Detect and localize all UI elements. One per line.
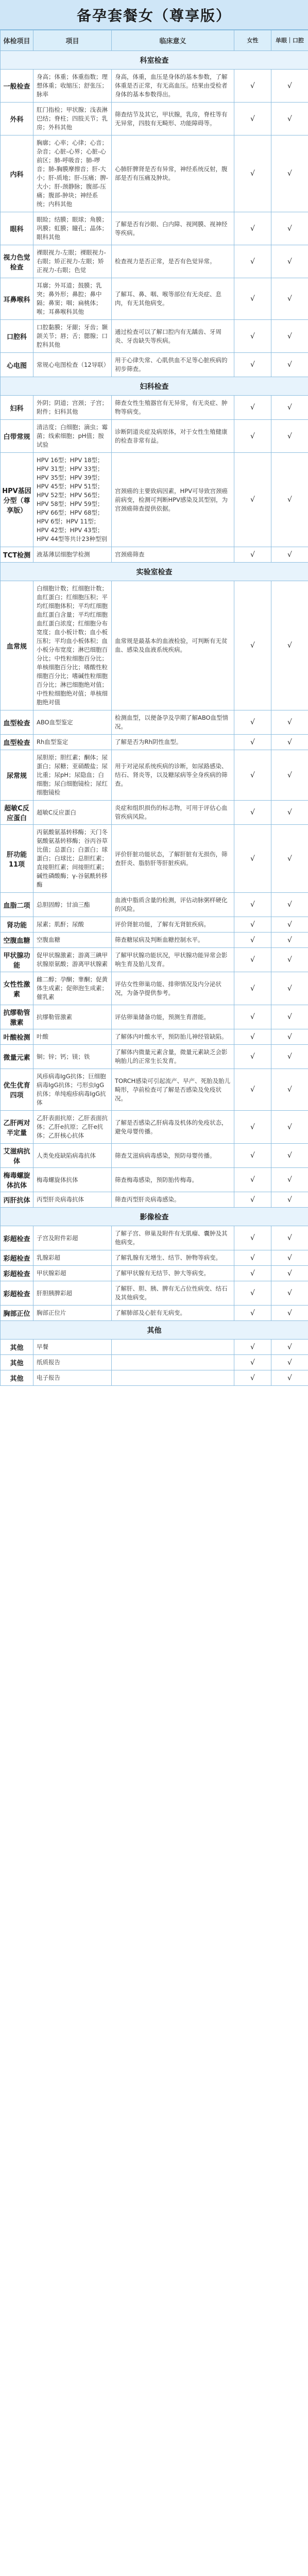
row-meaning: 了解甲状腺有无结节、肿大等病变。: [112, 1266, 234, 1281]
table-row: [1, 917, 308, 933]
row-items: 梅毒螺旋体抗体: [33, 1168, 112, 1192]
female-check: √: [234, 245, 271, 278]
female-check: √: [234, 278, 271, 320]
table-row: [1, 1192, 308, 1208]
row-items: 丙氨酸氨基转移酶；天门冬氨酸氨基转移酶；谷丙谷草比值；总蛋白；白蛋白；球蛋白；白球比；总胆红素；直接胆红素；间接胆红素；碱性磷酸酶；γ-谷氨酰转移酶: [33, 825, 112, 893]
row-category: 口腔科: [1, 320, 33, 353]
select-check: √: [271, 245, 308, 278]
select-check: √: [271, 70, 308, 103]
row-items: 子宫及附件彩超: [33, 1226, 112, 1250]
female-check: √: [234, 1266, 271, 1281]
row-category: 彩超检查: [1, 1250, 33, 1266]
female-check: √: [234, 933, 271, 948]
select-check: √: [271, 1144, 308, 1168]
table-row: [1, 135, 308, 212]
row-category: 乙肝两对半定量: [1, 1111, 33, 1144]
row-items: Rh血型鉴定: [33, 735, 112, 750]
row-items: 尿素；肌酐；尿酸: [33, 917, 112, 933]
select-check: √: [271, 1250, 308, 1266]
table-row: [1, 1266, 308, 1281]
row-meaning: 了解肝、胆、胰、脾有无占位性病变、结石及其他病变。: [112, 1281, 234, 1306]
select-check: √: [271, 710, 308, 735]
row-meaning: 评估女性卵巢功能、排卵情况及内分泌状况，为备孕提供参考。: [112, 972, 234, 1005]
row-meaning: 评估卵巢储备功能，预测生育潜能。: [112, 1005, 234, 1029]
row-meaning: TORCH感染可引起流产、早产、死胎及胎儿畸形，孕前检查可了解是否感染及免疫状况。: [112, 1069, 234, 1111]
row-meaning: 检查视力是否正常，是否有色觉异常。: [112, 245, 234, 278]
row-category: 尿常规: [1, 750, 33, 801]
select-check: √: [271, 1069, 308, 1111]
section-title: 妇科检查: [1, 377, 308, 396]
page-bottom-space: [0, 2531, 308, 2576]
female-check: √: [234, 320, 271, 353]
row-category: 叶酸检测: [1, 1029, 33, 1045]
table-row: [1, 103, 308, 135]
row-category: 超敏C反应蛋白: [1, 801, 33, 825]
female-check: √: [234, 212, 271, 245]
row-items: 耳廓；外耳道；鼓膜；乳突；鼻外形；鼻腔；鼻中隔；鼻窦；咽；扁桃体；喉；耳鼻喉科其他: [33, 278, 112, 320]
table-row: [1, 1144, 308, 1168]
row-category: 外科: [1, 103, 33, 135]
row-category: 血常规: [1, 581, 33, 710]
select-check: √: [271, 1192, 308, 1208]
table-row: [1, 1355, 308, 1370]
row-category: 血型检查: [1, 710, 33, 735]
section-header-row: [1, 563, 308, 581]
female-check: √: [234, 1168, 271, 1192]
section-title: 其他: [1, 1321, 308, 1340]
table-row: [1, 1281, 308, 1306]
select-check: √: [271, 750, 308, 801]
select-check: √: [271, 547, 308, 563]
row-items: 丙型肝炎病毒抗体: [33, 1192, 112, 1208]
row-category: 耳鼻喉科: [1, 278, 33, 320]
select-check: √: [271, 825, 308, 893]
row-items: 风疹病毒IgG抗体；巨细胞病毒IgG抗体；弓形虫IgG抗体；单纯疱疹病毒IgG抗体: [33, 1069, 112, 1111]
row-meaning: 身高，体重，血压是身体的基本参数，了解体重是否正常，有无高血压。结果由受检者身体的基本参数得出。: [112, 70, 234, 103]
female-check: √: [234, 1005, 271, 1029]
table-header-row: [1, 30, 308, 51]
female-check: √: [234, 1281, 271, 1306]
section-header-row: [1, 377, 308, 396]
female-check: √: [234, 801, 271, 825]
row-meaning: 了解是否为Rh阴性血型。: [112, 735, 234, 750]
page-title: 备孕套餐女（尊享版）: [76, 7, 231, 24]
section-header-row: [1, 1321, 308, 1340]
row-meaning: 筛查女性生殖器官有无异常，有无炎症、肿物等病变。: [112, 396, 234, 420]
table-row: [1, 1111, 308, 1144]
row-category: 其他: [1, 1355, 33, 1370]
female-check: √: [234, 1045, 271, 1069]
row-meaning: 筛查艾滋病病毒感染，预防母婴传播。: [112, 1144, 234, 1168]
female-check: √: [234, 396, 271, 420]
row-category: HPV基因分型（尊享版）: [1, 453, 33, 547]
row-meaning: 筛查结节及其它，甲状腺，乳房，脊柱等有无异常，四肢有无畸形、功能障碍等。: [112, 103, 234, 135]
row-meaning: 了解体内微量元素含量，微量元素缺乏会影响胎儿的正常生长发育。: [112, 1045, 234, 1069]
female-check: √: [234, 750, 271, 801]
female-check: √: [234, 825, 271, 893]
row-items: 雌二醇；孕酮；睾酮；促黄体生成素；促卵泡生成素；催乳素: [33, 972, 112, 1005]
female-check: √: [234, 1306, 271, 1321]
select-check: √: [271, 135, 308, 212]
select-check: √: [271, 1355, 308, 1370]
table-row: [1, 1340, 308, 1355]
header-item: 项目: [33, 30, 112, 51]
row-items: 甲状腺彩超: [33, 1266, 112, 1281]
row-items: 胸部正位片: [33, 1306, 112, 1321]
select-check: √: [271, 420, 308, 453]
row-items: 外阴；阴道；宫颈；子宫；附件；妇科其他: [33, 396, 112, 420]
row-meaning: 血常规是最基本的血液检验，可判断有无贫血、感染及血液系统疾病。: [112, 581, 234, 710]
select-check: √: [271, 396, 308, 420]
female-check: √: [234, 1144, 271, 1168]
table-row: [1, 278, 308, 320]
row-meaning: 了解肺部及心脏有无病变。: [112, 1306, 234, 1321]
row-items: 肛门指检；甲状腺；浅表淋巴结；脊柱；四肢关节；乳房；外科其他: [33, 103, 112, 135]
table-row: [1, 1045, 308, 1069]
female-check: √: [234, 917, 271, 933]
row-category: 抗缪勒管激素: [1, 1005, 33, 1029]
row-category: 白带常规: [1, 420, 33, 453]
row-meaning: 评价肝脏功能状态，了解肝脏有无损伤，筛查肝炎、脂肪肝等肝脏疾病。: [112, 825, 234, 893]
table-row: [1, 1226, 308, 1250]
row-meaning: 用于对泌尿系统疾病的诊断，如尿路感染、结石、肾炎等，以及糖尿病等全身疾病的筛查。: [112, 750, 234, 801]
female-check: √: [234, 972, 271, 1005]
row-meaning: [112, 1340, 234, 1355]
row-category: 女性性激素: [1, 972, 33, 1005]
row-category: 肾功能: [1, 917, 33, 933]
female-check: √: [234, 581, 271, 710]
row-category: 内科: [1, 135, 33, 212]
table-row: [1, 212, 308, 245]
table-row: [1, 1168, 308, 1192]
row-items: 乳腺彩超: [33, 1250, 112, 1266]
female-check: √: [234, 135, 271, 212]
row-category: 胸部正位: [1, 1306, 33, 1321]
table-row: [1, 353, 308, 377]
table-row: [1, 1029, 308, 1045]
row-category: 优生优育四项: [1, 1069, 33, 1111]
row-category: 微量元素: [1, 1045, 33, 1069]
select-check: √: [271, 917, 308, 933]
select-check: √: [271, 933, 308, 948]
row-meaning: 筛查梅毒感染，预防胎传梅毒。: [112, 1168, 234, 1192]
row-category: 血型检查: [1, 735, 33, 750]
row-category: TCT检测: [1, 547, 33, 563]
table-row: [1, 933, 308, 948]
female-check: √: [234, 735, 271, 750]
row-meaning: 检测血型，以便备孕及孕期了解ABO血型情况。: [112, 710, 234, 735]
female-check: √: [234, 353, 271, 377]
row-items: 身高；体重；体重指数；理想体重；收缩压；舒张压；脉率: [33, 70, 112, 103]
row-items: 叶酸: [33, 1029, 112, 1045]
row-category: 其他: [1, 1340, 33, 1355]
select-check: √: [271, 1045, 308, 1069]
row-category: 妇科: [1, 396, 33, 420]
table-row: [1, 801, 308, 825]
select-check: √: [271, 1111, 308, 1144]
female-check: √: [234, 420, 271, 453]
female-check: √: [234, 1226, 271, 1250]
table-row: [1, 453, 308, 547]
table-row: [1, 735, 308, 750]
row-items: 人类免疫缺陷病毒抗体: [33, 1144, 112, 1168]
row-meaning: 诊断阴道炎症及病原体，对于女性生殖健康的检查非常有益。: [112, 420, 234, 453]
row-category: 视力色觉检查: [1, 245, 33, 278]
table-body: [1, 51, 308, 1386]
select-check: √: [271, 1266, 308, 1281]
row-items: 胸廓；心率；心律；心音；杂音；心脏-心界；心脏-心前区；肺-呼吸音；肺-啰音；肺-胸膜摩擦音；肝-大小；肝-质地；肝-压痛；脾-大小；肝-颈静脉；腹部-压痛；腹部-肿块；神经系统；内科其他: [33, 135, 112, 212]
header-category: 体检项目: [1, 30, 33, 51]
female-check: √: [234, 1111, 271, 1144]
row-category: 彩超检查: [1, 1266, 33, 1281]
female-check: √: [234, 70, 271, 103]
select-check: √: [271, 1226, 308, 1250]
select-check: √: [271, 1281, 308, 1306]
female-check: √: [234, 1370, 271, 1386]
row-meaning: 用于心律失常、心肌供血不足等心脏疾病的初步筛查。: [112, 353, 234, 377]
header-select: 单眼｜口腔: [271, 30, 308, 51]
select-check: √: [271, 1005, 308, 1029]
table-row: [1, 893, 308, 917]
section-title: 科室检查: [1, 51, 308, 70]
row-items: 液基薄层细胞学检测: [33, 547, 112, 563]
row-items: 抗缪勒管激素: [33, 1005, 112, 1029]
row-items: 肝胆胰脾彩超: [33, 1281, 112, 1306]
row-items: 电子报告: [33, 1370, 112, 1386]
row-items: 纸质报告: [33, 1355, 112, 1370]
row-category: 空腹血糖: [1, 933, 33, 948]
select-check: √: [271, 278, 308, 320]
row-items: 常规心电图检查（12导联）: [33, 353, 112, 377]
female-check: √: [234, 453, 271, 547]
select-check: √: [271, 972, 308, 1005]
row-meaning: 了解乳腺有无增生、结节、肿物等病变。: [112, 1250, 234, 1266]
row-items: 尿胆原；胆红素；酮体；尿蛋白；尿糖；亚硝酸盐；尿比重；尿pH；尿隐血；白细胞；尿白细胞镜检；尿红细胞镜检: [33, 750, 112, 801]
table-row: [1, 320, 308, 353]
table-row: [1, 1005, 308, 1029]
female-check: √: [234, 103, 271, 135]
select-check: √: [271, 581, 308, 710]
table-row: [1, 972, 308, 1005]
row-meaning: 评价肾脏功能，了解有无肾脏疾病。: [112, 917, 234, 933]
select-check: √: [271, 1168, 308, 1192]
table-row: [1, 420, 308, 453]
select-check: √: [271, 320, 308, 353]
table-row: [1, 710, 308, 735]
row-items: 铜；锌；钙；镁；铁: [33, 1045, 112, 1069]
row-meaning: 血液中脂质含量的检测，评估动脉粥样硬化的风险。: [112, 893, 234, 917]
table-row: [1, 245, 308, 278]
row-meaning: 了解是否有沙眼、白内障、视网膜、视神经等疾病。: [112, 212, 234, 245]
row-meaning: 筛查糖尿病及判断血糖控制水平。: [112, 933, 234, 948]
table-row: [1, 1306, 308, 1321]
package-table: [0, 30, 308, 1386]
select-check: √: [271, 801, 308, 825]
table-row: [1, 1370, 308, 1386]
row-items: 白细胞计数；红细胞计数；血红蛋白；红细胞压积；平均红细胞体积；平均红细胞血红蛋白含量；平均红细胞血红蛋白浓度；红细胞分布宽度；血小板计数；血小板压积；平均血小板体积；血小板分布宽度；淋巴细胞百分比；中性粒细胞百分比；单核细胞百分比；嗜酸性粒细胞百分比；嗜碱性粒细胞百分比；淋巴细胞绝对值；中性粒细胞绝对值；单核细胞绝对值: [33, 581, 112, 710]
row-category: 眼科: [1, 212, 33, 245]
row-category: 艾滋病抗体: [1, 1144, 33, 1168]
row-items: 裸眼视力-左眼；裸眼视力-右眼；矫正视力-左眼；矫正视力-右眼；色觉: [33, 245, 112, 278]
select-check: √: [271, 453, 308, 547]
table-row: [1, 1069, 308, 1111]
row-category: 梅毒螺旋体抗体: [1, 1168, 33, 1192]
female-check: √: [234, 1340, 271, 1355]
row-items: 超敏C反应蛋白: [33, 801, 112, 825]
female-check: √: [234, 1192, 271, 1208]
row-meaning: 了解子宫、卵巢及附件有无肌瘤、囊肿及其他病变。: [112, 1226, 234, 1250]
female-check: √: [234, 710, 271, 735]
row-category: 其他: [1, 1370, 33, 1386]
row-items: 空腹血糖: [33, 933, 112, 948]
female-check: √: [234, 1355, 271, 1370]
female-check: √: [234, 948, 271, 972]
female-check: √: [234, 1029, 271, 1045]
row-items: 总胆固醇；甘油三酯: [33, 893, 112, 917]
row-items: HPV 16型；HPV 18型；HPV 31型；HPV 33型；HPV 35型；HPV 39型；HPV 45型；HPV 51型；HPV 52型；HPV 56型；HPV 58型；HPV 59型；HPV 66型；HPV 68型；HPV 6型；HPV 11型；HPV 42型；HPV 43型；HPV 44型等共计23种型别: [33, 453, 112, 547]
row-category: 肝功能11项: [1, 825, 33, 893]
female-check: √: [234, 1250, 271, 1266]
row-items: 促甲状腺激素；游离三碘甲状腺原氨酸；游离甲状腺素: [33, 948, 112, 972]
row-meaning: 宫颈癌的主要致病因素，HPV可导致宫颈癌前病变，检测可判断HPV感染及其型别，为宫颈癌筛查提供依据。: [112, 453, 234, 547]
section-title: 影像检查: [1, 1208, 308, 1226]
row-items: 早餐: [33, 1340, 112, 1355]
header-meaning: 临床意义: [112, 30, 234, 51]
row-meaning: 筛查丙型肝炎病毒感染。: [112, 1192, 234, 1208]
row-meaning: 心肺肝脾肾是否有异常，神经系统反射，腹部是否有压痛及肿块。: [112, 135, 234, 212]
select-check: √: [271, 893, 308, 917]
select-check: √: [271, 103, 308, 135]
row-category: 血脂二项: [1, 893, 33, 917]
row-category: 心电图: [1, 353, 33, 377]
table-row: [1, 948, 308, 972]
row-items: 清洁度；白细胞；滴虫；霉菌；线索细胞；pH值；胺试验: [33, 420, 112, 453]
row-meaning: 了解是否感染乙肝病毒及机体的免疫状态，避免母婴传播。: [112, 1111, 234, 1144]
header-female: 女性: [234, 30, 271, 51]
select-check: √: [271, 1306, 308, 1321]
female-check: √: [234, 1069, 271, 1111]
row-meaning: 了解体内叶酸水平，预防胎儿神经管缺陷。: [112, 1029, 234, 1045]
select-check: √: [271, 948, 308, 972]
row-meaning: [112, 1355, 234, 1370]
female-check: √: [234, 893, 271, 917]
title-bar: [0, 0, 308, 30]
table-row: [1, 547, 308, 563]
female-check: √: [234, 547, 271, 563]
select-check: √: [271, 735, 308, 750]
row-items: 眼睑；结膜；眼球；角膜；巩膜；虹膜；瞳孔；晶体；眼科其他: [33, 212, 112, 245]
select-check: √: [271, 353, 308, 377]
row-meaning: 了解甲状腺功能状况，甲状腺功能异常会影响生育及胎儿发育。: [112, 948, 234, 972]
table-row: [1, 1250, 308, 1266]
section-header-row: [1, 1208, 308, 1226]
row-meaning: 了解耳、鼻、咽、喉等部位有无炎症、息肉，有无其他病变。: [112, 278, 234, 320]
select-check: √: [271, 1340, 308, 1355]
row-category: 丙肝抗体: [1, 1192, 33, 1208]
select-check: √: [271, 1370, 308, 1386]
row-items: ABO血型鉴定: [33, 710, 112, 735]
section-header-row: [1, 51, 308, 70]
select-check: √: [271, 1029, 308, 1045]
row-category: 一般检查: [1, 70, 33, 103]
row-meaning: [112, 1370, 234, 1386]
row-category: 彩超检查: [1, 1281, 33, 1306]
select-check: √: [271, 212, 308, 245]
row-meaning: 通过检查可以了解口腔内有无龋齿、牙周炎、牙齿缺失等疾病。: [112, 320, 234, 353]
section-title: 实验室检查: [1, 563, 308, 581]
table-row: [1, 750, 308, 801]
row-items: 口腔黏膜；牙龈；牙齿；颞颌关节；唇；舌；腮腺；口腔科其他: [33, 320, 112, 353]
table-row: [1, 581, 308, 710]
table-row: [1, 70, 308, 103]
table-row: [1, 825, 308, 893]
row-meaning: 宫颈癌筛查: [112, 547, 234, 563]
row-category: 甲状腺功能: [1, 948, 33, 972]
row-meaning: 炎症和组织损伤的标志物，可用于评估心血管疾病风险。: [112, 801, 234, 825]
row-category: 彩超检查: [1, 1226, 33, 1250]
row-items: 乙肝表面抗原；乙肝表面抗体；乙肝e抗原；乙肝e抗体；乙肝核心抗体: [33, 1111, 112, 1144]
table-row: [1, 396, 308, 420]
